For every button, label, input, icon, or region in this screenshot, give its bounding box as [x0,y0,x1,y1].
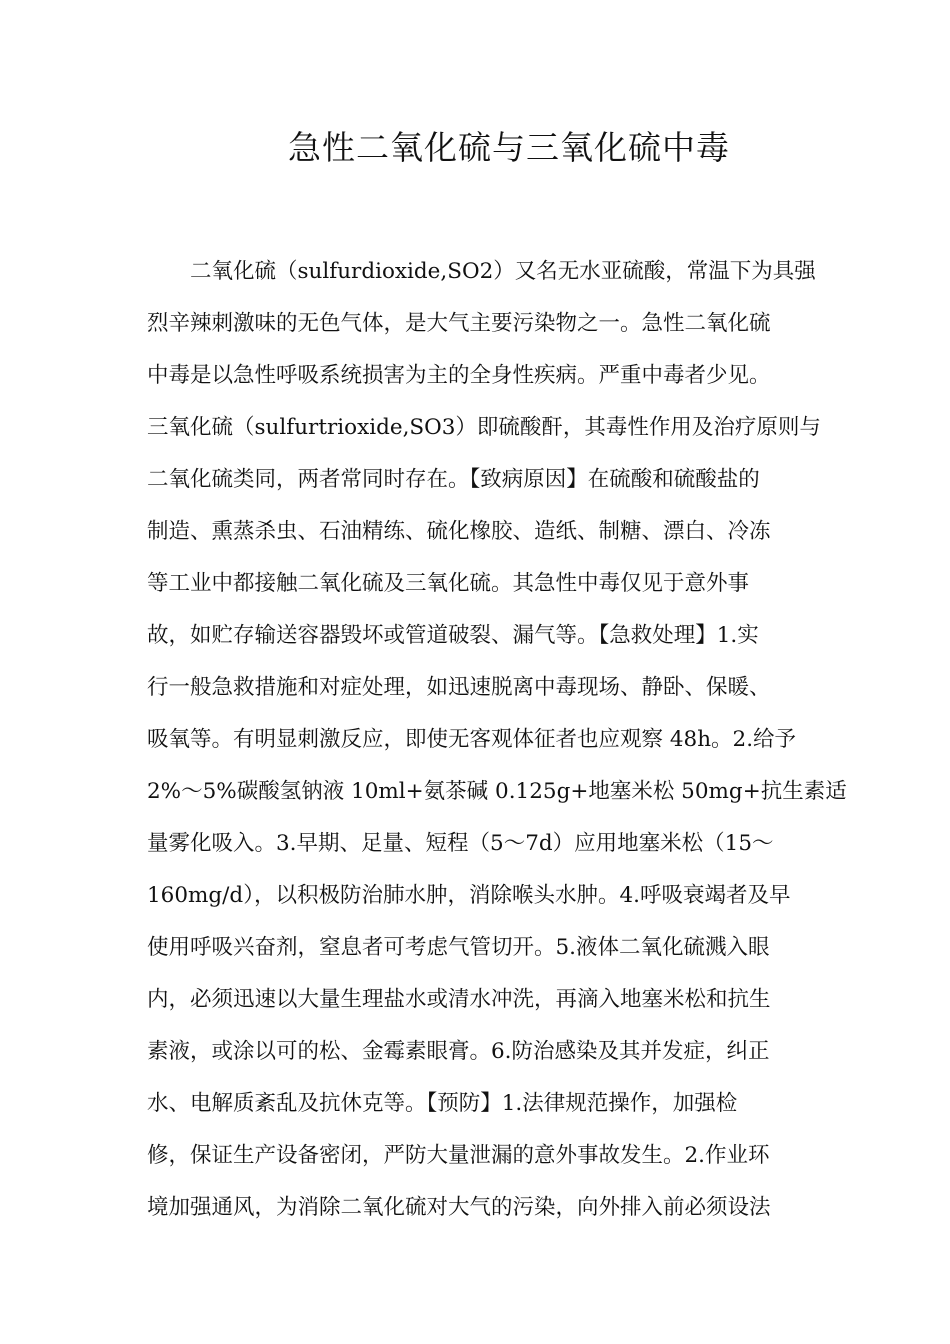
paragraph-line: 量雾化吸入。3.早期、足量、短程（5～7d）应用地塞米松（15～ [147,831,774,856]
paragraph-line: 修，保证生产设备密闭，严防大量泄漏的意外事故发生。2.作业环 [147,1143,770,1168]
paragraph-line: 等工业中都接触二氧化硫及三氧化硫。其急性中毒仅见于意外事 [147,571,750,596]
paragraph-line: 三氧化硫（sulfurtrioxide,SO3）即硫酸酐，其毒性作用及治疗原则与 [147,415,821,440]
paragraph-line: 160mg/d），以积极防治肺水肿，消除喉头水肿。4.呼吸衰竭者及早 [147,883,791,908]
paragraph-line: 水、电解质紊乱及抗休克等。【预防】1.法律规范操作，加强检 [147,1091,738,1116]
paragraph-line: 素液，或涂以可的松、金霉素眼膏。6.防治感染及其并发症，纠正 [147,1039,770,1064]
paragraph-line: 故，如贮存输送容器毁坏或管道破裂、漏气等。【急救处理】1.实 [147,623,759,648]
paragraph-line: 内，必须迅速以大量生理盐水或清水冲洗，再滴入地塞米松和抗生 [147,987,771,1012]
paragraph-line: 烈辛辣刺激味的无色气体，是大气主要污染物之一。急性二氧化硫 [147,311,771,336]
document-title: 急性二氧化硫与三氧化硫中毒 [288,128,730,167]
paragraph-line: 境加强通风，为消除二氧化硫对大气的污染，向外排入前必须设法 [147,1195,771,1220]
paragraph-line: 2%～5%碳酸氢钠液 10ml+氨茶碱 0.125g+地塞米松 50mg+抗生素适 [147,779,847,804]
document-body [147,246,847,1234]
paragraph-line: 制造、熏蒸杀虫、石油精练、硫化橡胶、造纸、制糖、漂白、冷冻 [147,519,771,544]
paragraph-line: 中毒是以急性呼吸系统损害为主的全身性疾病。严重中毒者少见。 [147,363,771,388]
paragraph-line: 行一般急救措施和对症处理，如迅速脱离中毒现场、静卧、保暖、 [147,675,771,700]
paragraph-line: 使用呼吸兴奋剂，窒息者可考虑气管切开。5.液体二氧化硫溅入眼 [147,935,770,960]
paragraph-line: 吸氧等。有明显刺激反应，即使无客观体征者也应观察 48h。2.给予 [147,727,797,752]
paragraph-line: 二氧化硫类同，两者常同时存在。【致病原因】在硫酸和硫酸盐的 [147,467,760,492]
paragraph-line: 二氧化硫（sulfurdioxide,SO2）又名无水亚硫酸，常温下为具强 [190,259,816,284]
